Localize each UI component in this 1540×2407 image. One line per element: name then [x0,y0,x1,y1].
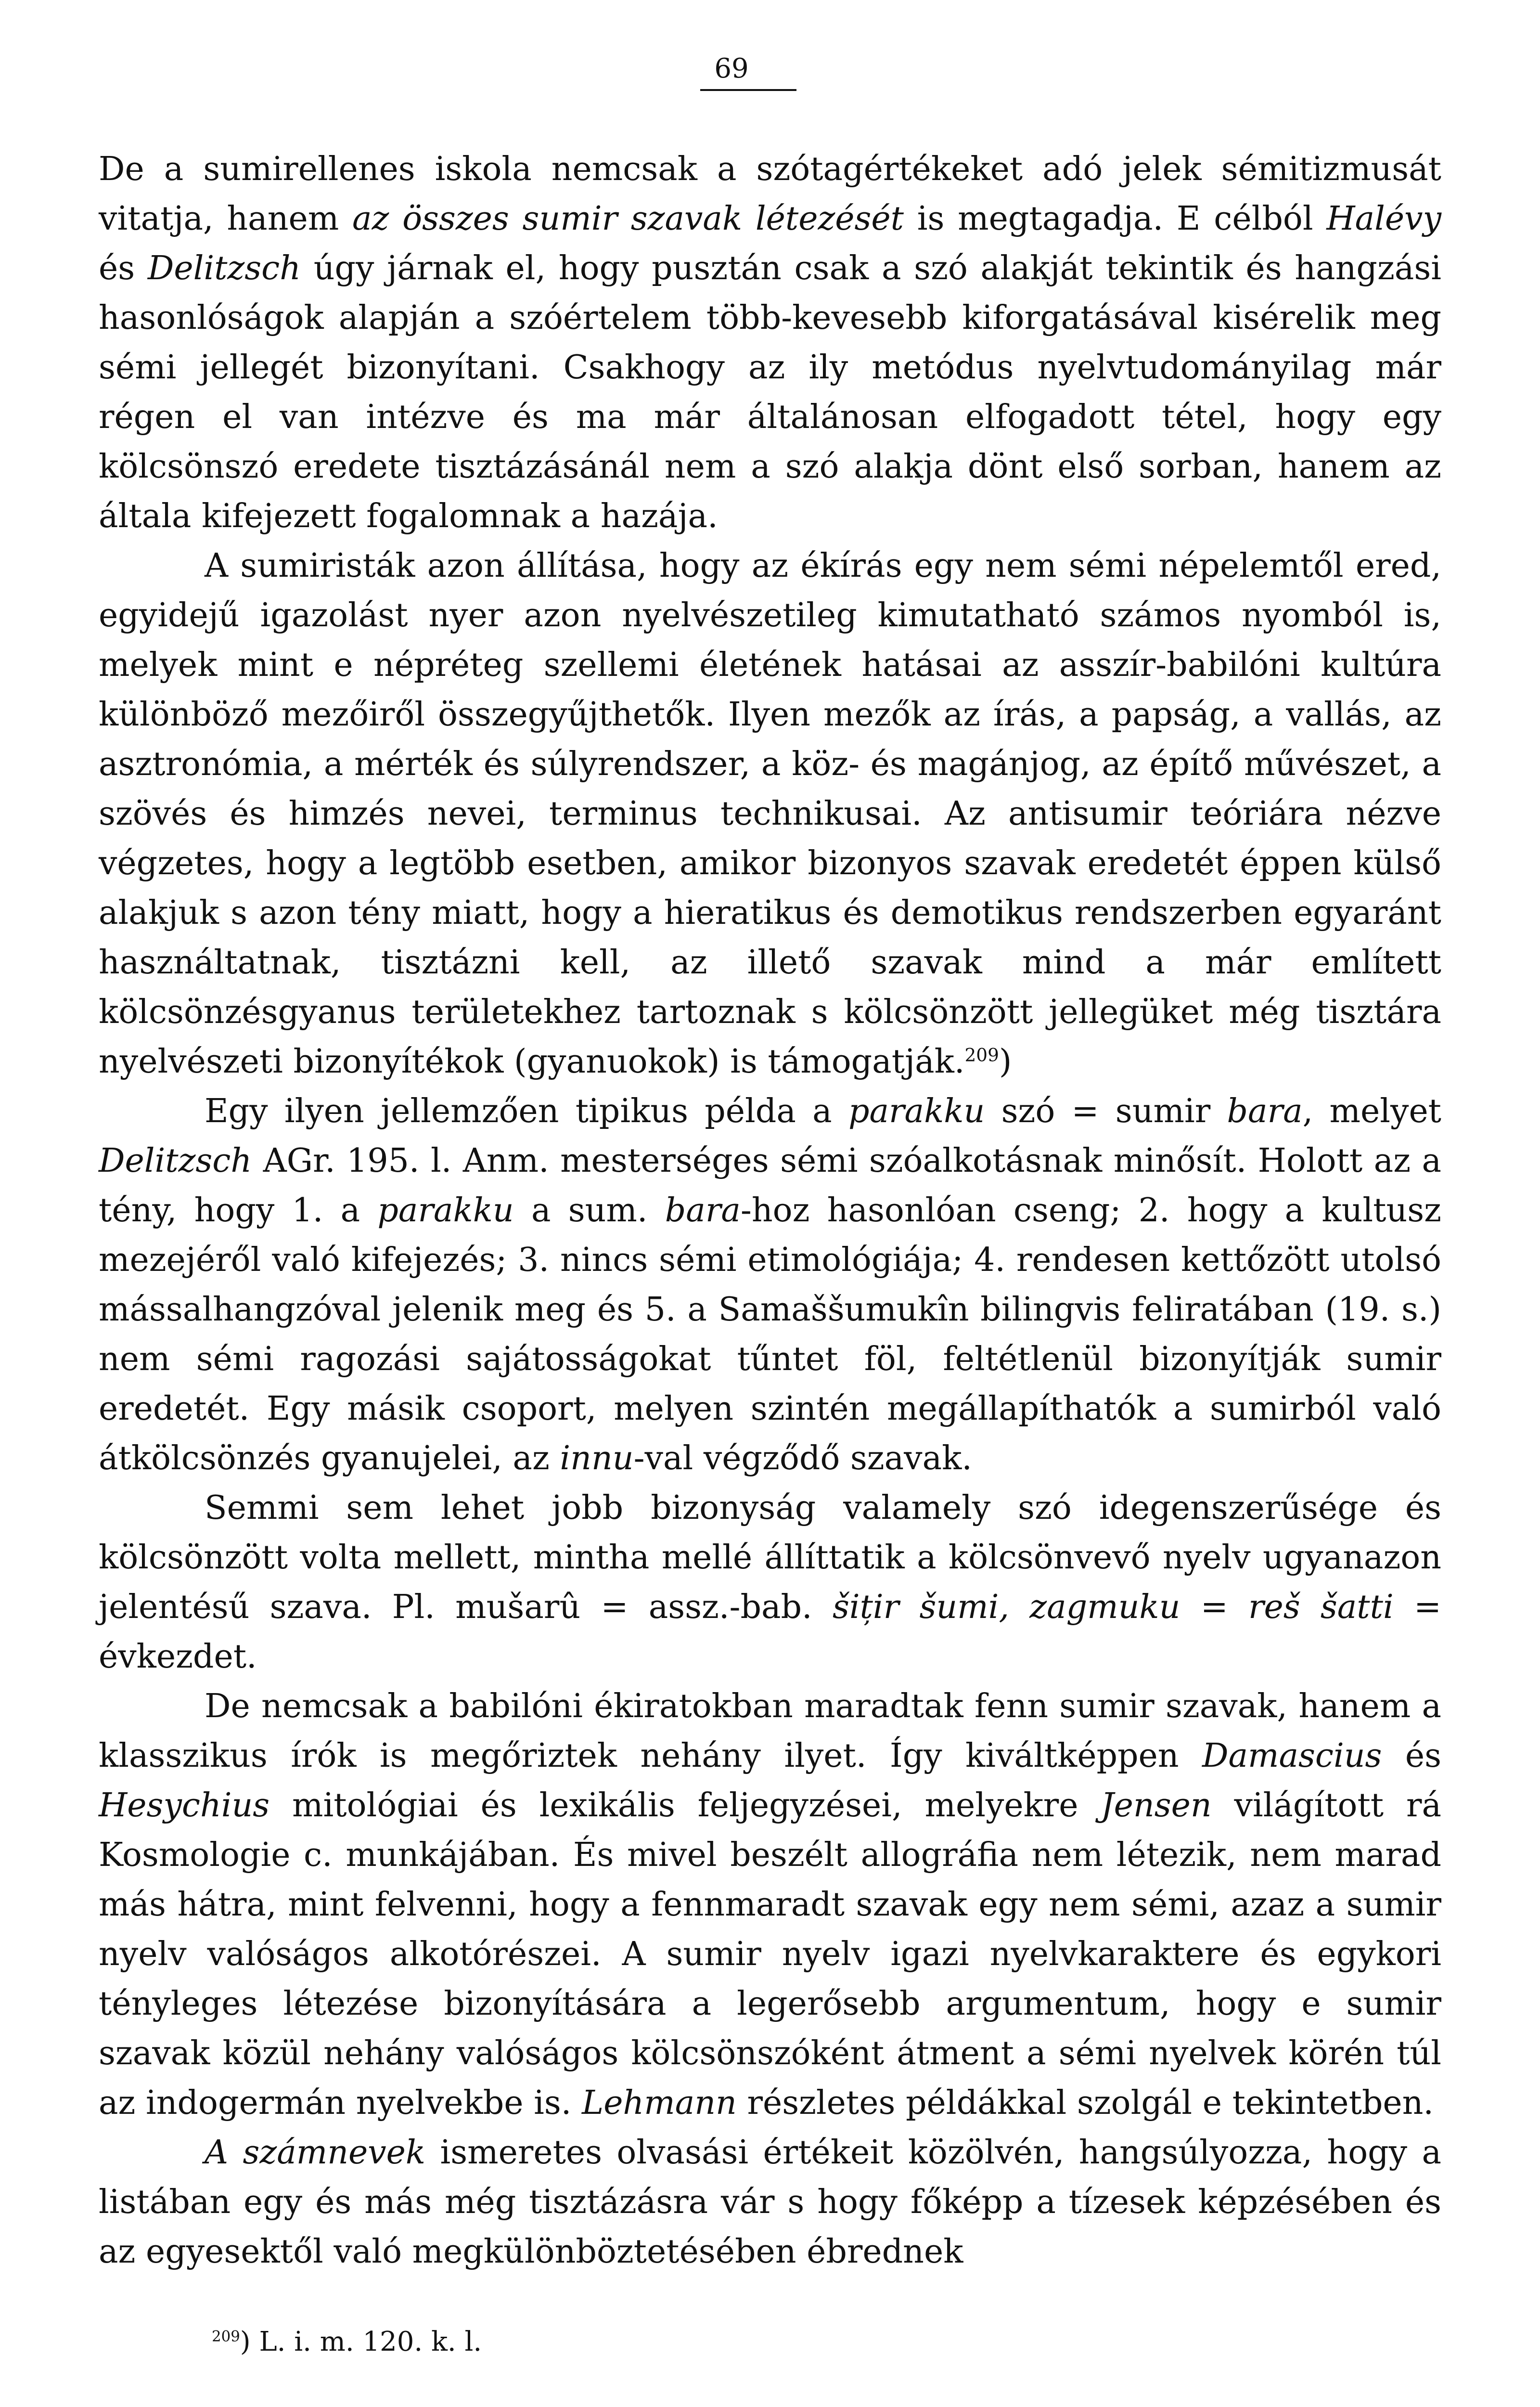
paragraph-2 [99,541,1441,1087]
italic-run: bara [1227,1092,1303,1130]
italic-run: az összes sumir szavak létezését [352,200,904,238]
paragraph-3 [99,1087,1441,1483]
text-run: Semmi sem lehet jobb bizonyság valamely szó idegenszerűsége és kölcsönzött volta mellett, mintha mellé állíttatik a kölcsönvevő nyelv ugyanazon jelentésű szava. Pl. mušarû = assz.-bab. [99,1489,1441,1626]
italic-run: A számnevek [205,2134,426,2172]
italic-run: parakku [377,1191,514,1229]
italic-run: bara [665,1191,741,1229]
page-number: 69 [714,53,749,84]
text-run: mitológiai és lexikális feljegyzései, melyekre [270,1786,1101,1825]
paragraph-4 [99,1483,1441,1682]
footnote-text: ) L. i. m. 120. k. l. [240,2326,482,2357]
footnote-ref: 209 [964,1044,999,1066]
text-run: ) [999,1043,1012,1081]
footnote-mark: 209 [212,2328,240,2345]
text-run: De a sumirellenes iskola nemcsak a szótagértékeket adó jelek sémitizmusát vitatja, hanem [99,150,1441,238]
paragraph-6 [99,2128,1441,2277]
italic-run: Hesychius [99,1786,270,1825]
italic-run: Halévy [1326,200,1442,238]
text-run: is megtagadja. E célból [904,200,1327,238]
text-run: a sum. [513,1191,665,1229]
italic-run: Jensen [1101,1786,1212,1825]
text-run: -val végződő szavak. [633,1439,972,1477]
text-run: világított rá Kosmologie c. munkájában. És mivel beszélt allográfia nem létezik, nem marad más hátra, mint felvenni, hogy a fennmaradt szavak egy nem sémi, azaz a sumir nyelv valóságos alkotórészei. A sumir nyelv igazi nyelvkaraktere és egykori tényleges létezése bizonyítására a legerősebb argumentum, hogy e sumir szavak közül nehány valóságos kölcsönszóként átment a sémi nyelvek körén túl az indogermán nyelvekbe is. [99,1786,1441,2122]
text-run: részletes példákkal szolgál e tekintetben. [736,2084,1434,2122]
italic-run: reš šatti [1248,1588,1394,1626]
footnote [212,2323,482,2361]
text-run: AGr. 195. l. Anm. mesterséges sémi szóalkotásnak minősít. Holott az a tény, hogy 1. a [99,1142,1441,1229]
italic-run: Lehmann [582,2084,737,2122]
paragraph-1 [99,144,1441,541]
text-run: ismeretes olvasási értékeit közölvén, hangsúlyozza, hogy a listában egy és más még tisztázásra vár s hogy főképp a tízesek képzésében és az egyesektől való megkülönböztetésében ébrednek [99,2134,1441,2271]
italic-run: innu [560,1439,634,1477]
italic-run: šițir šumi, zagmuku [832,1588,1181,1626]
italic-run: Delitzsch [99,1142,252,1180]
text-run: = évkezdet. [99,1588,1441,1676]
italic-run: Delitzsch [147,249,301,287]
text-run: és [1382,1737,1441,1775]
text-run: Egy ilyen jellemzően tipikus példa a [205,1092,848,1130]
text-run: úgy járnak el, hogy pusztán csak a szó alakját tekintik és hangzási hasonlóságok alapján a szóértelem több-kevesebb kiforgatásával kisérelik meg sémi jellegét bizonyítani. Csakhogy az ily metódus nyelvtudományilag már régen el van intézve és ma már általánosan elfogadott tétel, hogy egy kölcsönszó eredete tisztázásánál nem a szó alakja dönt első sorban, hanem az általa kifejezett fogalomnak a hazája. [99,249,1441,535]
text-run: De nemcsak a babilóni ékiratokban maradtak fenn sumir szavak, hanem a klasszikus írók is megőriztek nehány ilyet. Így kiváltképpen [99,1687,1441,1775]
text-run: , melyet [1302,1092,1442,1130]
text-run: = [1180,1588,1248,1626]
italic-run: Damascius [1202,1737,1382,1775]
italic-run: parakku [848,1092,985,1130]
text-run: és [99,249,148,287]
text-run: szó = sumir [985,1092,1227,1130]
text-run: A sumiristák azon állítása, hogy az ékírás egy nem sémi népelemtől ered, egyidejű igazolást nyer azon nyelvészetileg kimutatható számos nyomból is, melyek mint e népréteg szellemi életének hatásai az asszír-babilóni kultúra különböző mezőiről összegyűjthetők. Ilyen mezők az írás, a papság, a vallás, az asztronómia, a mérték és súlyrendszer, a köz- és magánjog, az építő művészet, a szövés és himzés nevei, terminus technikusai. Az antisumir teóriára nézve végzetes, hogy a legtöbb esetben, amikor bizonyos szavak eredetét éppen külső alakjuk s azon tény miatt, hogy a hieratikus és demotikus rendszerben egyaránt használtatnak, tisztázni kell, az illető szavak mind a már említett kölcsönzésgyanus területekhez tartoznak s kölcsönzött jellegüket még tisztára nyelvészeti bizonyítékok (gyanuokok) is támogatják. [99,547,1441,1081]
text-run: -hoz hasonlóan cseng; 2. hogy a kultusz mezejéről való kifejezés; 3. nincs sémi etimológiája; 4. rendesen kettőzött utolsó mássalhangzóval jelenik meg és 5. a Samaššumukîn bilingvis feliratában (19. s.) nem sémi ragozási sajátosságokat tűntet föl, feltétlenül bizonyítják sumir eredetét. Egy másik csoport, melyen szintén megállapíthatók a sumirból való átkölcsönzés gyanujelei, az [99,1191,1441,1477]
body-text [99,144,1441,2277]
paragraph-5 [99,1682,1441,2128]
page-number-underline [700,89,796,91]
